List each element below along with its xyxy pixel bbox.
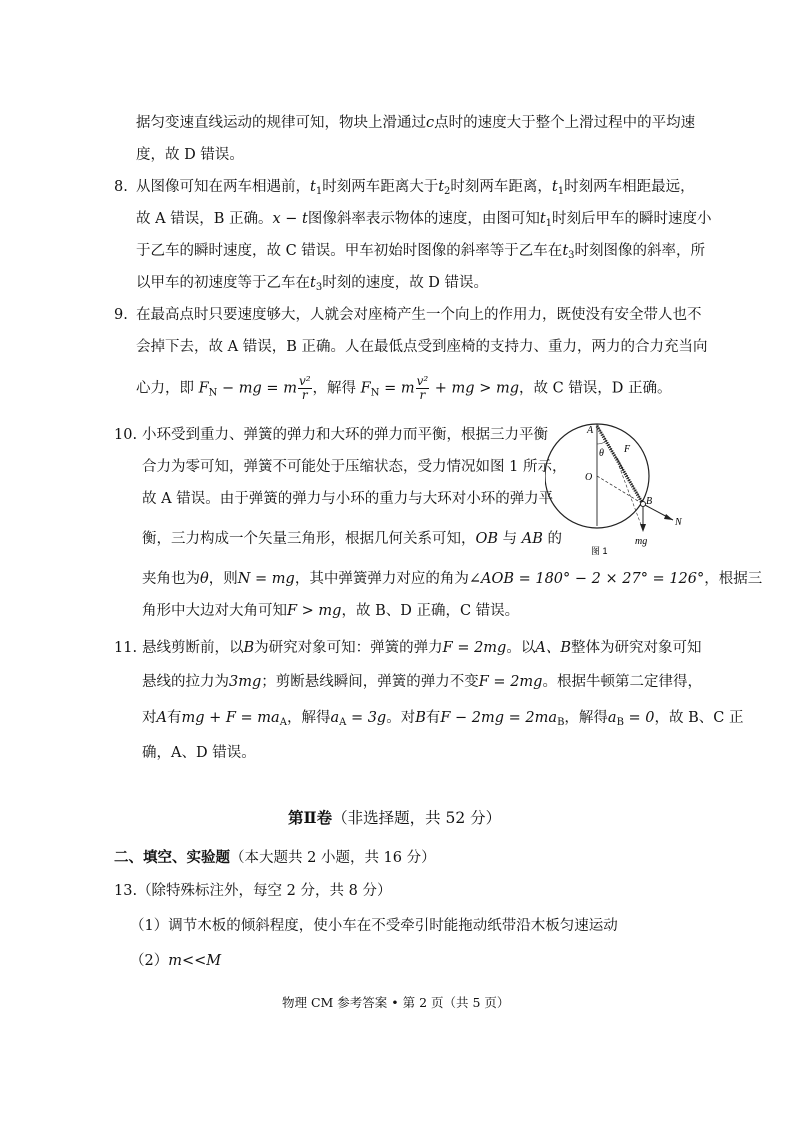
- q11-line2: 悬线的拉力为3mg；剪断悬线瞬间，弹簧的弹力不变F = 2mg。根据牛顿第二定律得，: [142, 674, 702, 690]
- label-B: B: [646, 496, 653, 507]
- angle-theta-arc: [597, 442, 605, 444]
- q10-number: 10.: [114, 427, 138, 443]
- label-N: N: [675, 517, 682, 528]
- q9-line3: 心力，即 $F_N$ − mg = m $\frac{\text{v²}}{r}$ ，解得 $F_N = m$ $\frac{\text{v²}}{r}$ + mg > mg，故 C 错误，D 正确。: [136, 374, 672, 402]
- q9-number: 9.: [114, 307, 128, 323]
- label-mg: mg: [635, 536, 648, 547]
- page-footer: 物理 CM 参考答案 • 第 2 页（共 5 页）: [282, 995, 510, 1010]
- q13-header: 13.（除特殊标注外，每空 2 分，共 8 分）: [114, 883, 392, 899]
- q10-line4: 衡，三力构成一个矢量三角形，根据几何关系可知，OB 与 AB 的: [142, 531, 563, 547]
- label-O: O: [585, 472, 593, 483]
- q10-line1: 小环受到重力、弹簧的弹力和大环的弹力而平衡，根据三力平衡: [142, 427, 548, 443]
- fraction-v2-over-r: $\frac{\text{v²}}{r}$: [298, 374, 311, 402]
- label-A: A: [587, 425, 594, 436]
- q8-line3: 于乙车的瞬时速度，故 C 错误。甲车初始时图像的斜率等于乙车在$t_3$时刻图像的斜率，所: [136, 243, 706, 261]
- q8-line4: 以甲车的初速度等于乙车在$t_3$时刻的速度，故 D 错误。: [136, 275, 489, 293]
- figure-caption: 图 1: [591, 546, 608, 556]
- q13-answer-1: （1）调节木板的倾斜程度，使小车在不受牵引时能拖动纸带沿木板匀速运动: [130, 918, 618, 934]
- q10-line6: 角形中大边对大角可知F > mg，故 B、D 正确，C 错误。: [142, 603, 520, 619]
- section-2-title: 第Ⅱ卷（非选择题，共 52 分）: [288, 808, 502, 827]
- q9-line2: 会掉下去，故 A 错误，B 正确。人在最低点受到座椅的支持力、重力，两力的合力充当向: [136, 339, 708, 355]
- para-continuation-line1: 据匀变速直线运动的规律可知，物块上滑通过c点时的速度大于整个上滑过程中的平均速: [136, 115, 696, 131]
- label-F: F: [624, 444, 631, 455]
- q11-line3: 对A有mg + $F = ma_A$，解得$a_A = 3g$。对B有$F - 2mg = 2ma_B$，解得$a_B = 0$，故 B、C 正: [142, 710, 744, 728]
- section-2-subtitle: 二、填空、实验题（本大题共 2 小题，共 16 分）: [114, 849, 436, 866]
- arrowhead-mg: [640, 524, 646, 532]
- label-theta: θ: [599, 448, 604, 459]
- q8-number: 8.: [114, 179, 128, 195]
- q9-line1: 在最高点时只要速度够大，人就会对座椅产生一个向上的作用力，既使没有安全带人也不: [136, 307, 702, 323]
- figure-1-ring-spring-diagram: [545, 422, 685, 562]
- arrowhead-N: [664, 514, 673, 520]
- small-ring-B: [641, 502, 646, 507]
- q8-line1: 从图像可知在两车相遇前，$t_1$时刻两车距离大于$t_2$时刻两车距离，$t_1$时刻两车相距最远，: [136, 179, 695, 197]
- q10-line2: 合力为零可知，弹簧不可能处于压缩状态，受力情况如图 1 所示，: [142, 459, 567, 475]
- q11-line1: 悬线剪断前，以B为研究对象可知：弹簧的弹力F = 2mg。以A、B整体为研究对象可知: [142, 640, 702, 656]
- q8-line2: 故 A 错误，B 正确。x − t图像斜率表示物体的速度，由图可知$t_1$时刻后甲车的瞬时速度小: [136, 211, 712, 229]
- q10-line5: 夹角也为θ，则N = mg，其中弹簧弹力对应的角为∠AOB = 180° − 2 × 27° = 126°，根据三: [142, 571, 763, 587]
- para-continuation-line2: 度，故 D 错误。: [136, 147, 244, 163]
- q11-number: 11.: [114, 640, 138, 656]
- q13-answer-2: （2）m<<M: [130, 953, 222, 969]
- force-mg-dash: [619, 466, 643, 530]
- fraction-v2-over-r-2: $\frac{\text{v²}}{r}$: [416, 374, 429, 402]
- q10-line3: 故 A 错误。由于弹簧的弹力与小环的重力与大环对小环的弹力平: [142, 491, 554, 507]
- q11-line4: 确，A、D 错误。: [142, 745, 256, 761]
